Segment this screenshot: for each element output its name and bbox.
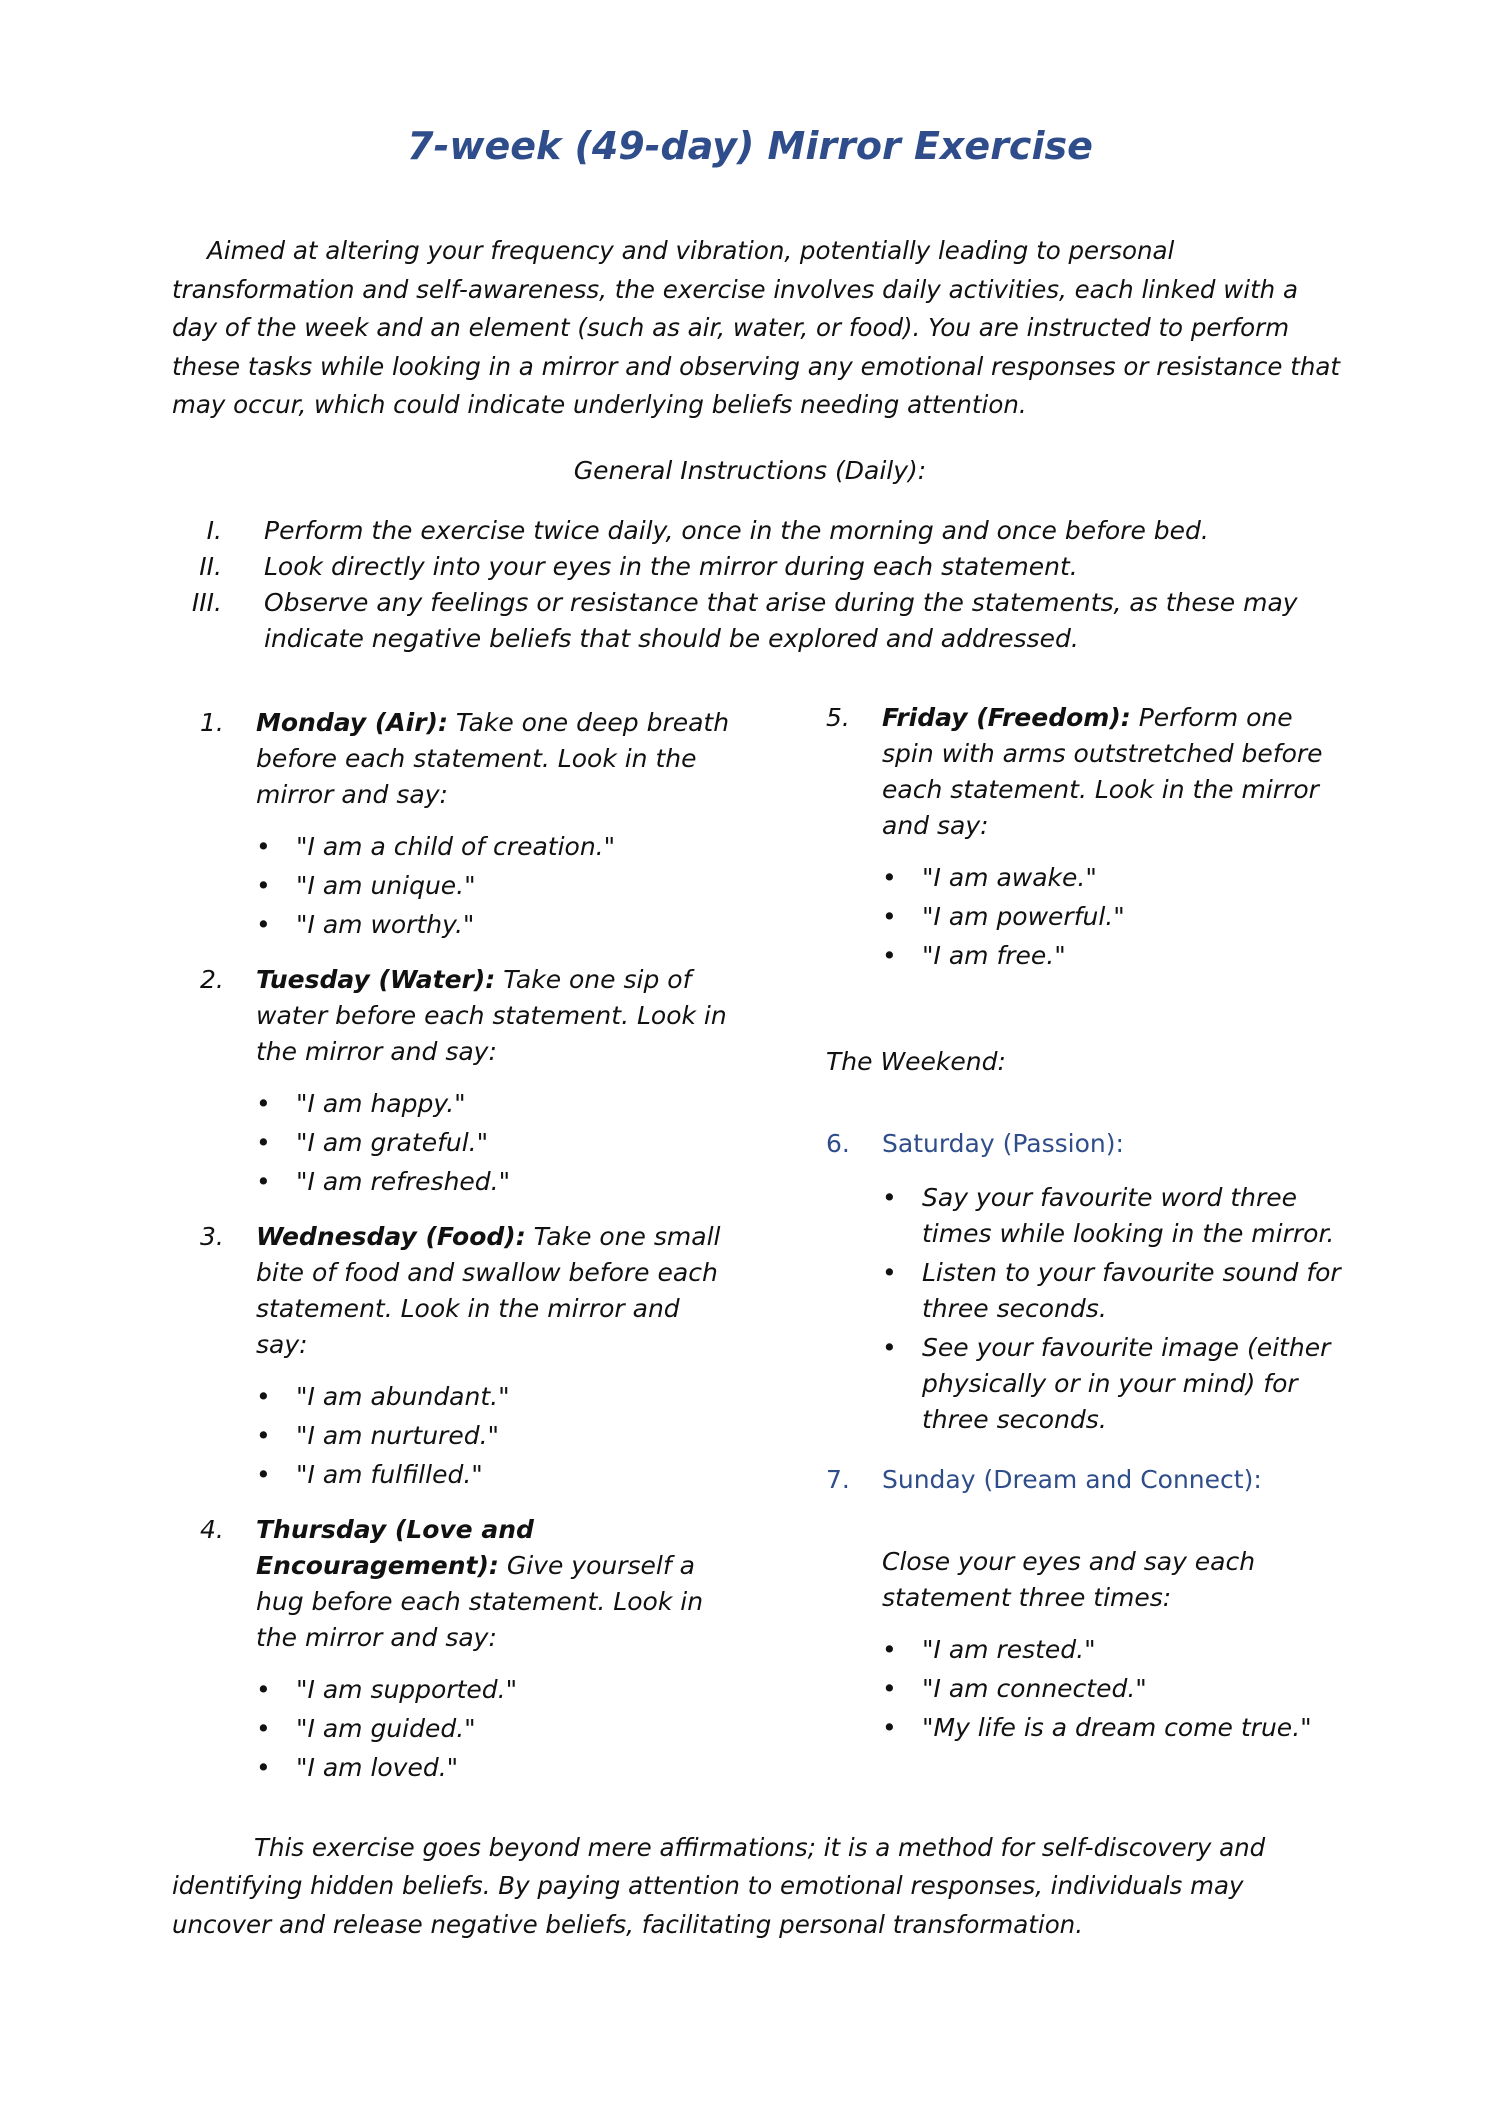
closing-paragraph: This exercise goes beyond mere affirmations; it is a method for self-discovery and identifying hidden beliefs. By paying attention to emotional responses, individuals may uncover and release negative beliefs, facilitating personal transformation.	[172, 1833, 1266, 1939]
list-item	[172, 549, 1352, 585]
list-item-text: Observe any feelings or resistance that arise during the statements, as these may indicate negative beliefs that should be explored and addressed.	[264, 588, 1298, 653]
day-label: Sunday (Dream and Connect):	[882, 1465, 1262, 1494]
day-label: Friday (Freedom):	[882, 703, 1131, 732]
list-item: • "I am awake."	[882, 860, 1346, 896]
list-item: • "I am grateful."	[256, 1125, 730, 1161]
list-item: • "I am refreshed."	[256, 1164, 730, 1200]
list-item: • "I am abundant."	[256, 1379, 730, 1415]
day-number: 1.	[200, 708, 224, 737]
affirmation-list	[882, 860, 1346, 974]
list-item: • Say your favourite word three times while looking in the mirror.	[882, 1180, 1346, 1252]
day-number: 4.	[200, 1515, 224, 1544]
left-column	[200, 700, 730, 1789]
list-item: • "I am nurtured."	[256, 1418, 730, 1454]
list-item: • "My life is a dream come true."	[882, 1710, 1346, 1746]
day-description: Monday (Air): Take one deep breath before each statement. Look in the mirror and say:	[256, 708, 730, 809]
list-item	[172, 513, 1352, 549]
day-number: 7.	[826, 1465, 850, 1494]
list-item: • "I am free."	[882, 938, 1346, 974]
day-label: Monday (Air):	[256, 708, 448, 737]
day-description: Close your eyes and say each statement three times:	[882, 1547, 1256, 1612]
day-tuesday	[200, 962, 730, 1200]
day-sunday	[826, 1462, 1346, 1746]
day-number: 5.	[826, 703, 850, 732]
day-description: Wednesday (Food): Take one small bite of food and swallow before each statement. Look in the mirror and say:	[256, 1222, 721, 1359]
list-item-text: Perform the exercise twice daily, once in the morning and once before bed.	[264, 516, 1209, 545]
list-item: • "I am supported."	[256, 1672, 730, 1708]
affirmation-list	[882, 1632, 1346, 1746]
list-item: • "I am powerful."	[882, 899, 1346, 935]
affirmation-list	[256, 1672, 730, 1786]
right-column	[826, 700, 1346, 1749]
list-item: • See your favourite image (either physically or in your mind) for three seconds.	[882, 1330, 1346, 1438]
day-label: Thursday (Love and Encouragement):	[256, 1515, 534, 1580]
day-description: Thursday (Love and Encouragement): Give yourself a hug before each statement. Look in the mirror and say:	[256, 1515, 704, 1652]
page-title: 7-week (49-day) Mirror Exercise	[407, 124, 1093, 168]
activity-list	[882, 1180, 1346, 1438]
list-item: • "I am worthy."	[256, 907, 730, 943]
list-item-text: Look directly into your eyes in the mirror during each statement.	[264, 552, 1078, 581]
day-number: 6.	[826, 1129, 850, 1158]
day-number: 2.	[200, 965, 224, 994]
list-item: • "I am unique."	[256, 868, 730, 904]
day-friday	[826, 700, 1346, 974]
day-label: Wednesday (Food):	[256, 1222, 526, 1251]
affirmation-list	[256, 829, 730, 943]
list-item: • "I am fulfilled."	[256, 1457, 730, 1493]
day-description: Friday (Freedom): Perform one spin with arms outstretched before each statement. Look in the mirror and say:	[882, 703, 1323, 840]
day-monday	[200, 705, 730, 943]
list-item-number: I.	[206, 516, 222, 545]
day-label: Tuesday (Water):	[256, 965, 496, 994]
list-item: • "I am happy."	[256, 1086, 730, 1122]
day-saturday	[826, 1126, 1346, 1438]
day-wednesday	[200, 1219, 730, 1493]
affirmation-list	[256, 1379, 730, 1493]
list-item: • Listen to your favourite sound for three seconds.	[882, 1255, 1346, 1327]
list-item-number: II.	[199, 552, 222, 581]
list-item: • "I am loved."	[256, 1750, 730, 1786]
list-item	[172, 585, 1352, 657]
day-number: 3.	[200, 1222, 224, 1251]
weekend-heading: The Weekend:	[826, 1047, 1006, 1076]
general-instructions-title: General Instructions (Daily):	[573, 456, 927, 485]
list-item: • "I am rested."	[882, 1632, 1346, 1668]
day-label: Saturday (Passion):	[882, 1129, 1124, 1158]
list-item: • "I am guided."	[256, 1711, 730, 1747]
general-instructions-list	[172, 513, 1352, 657]
list-item: • "I am a child of creation."	[256, 829, 730, 865]
affirmation-list	[256, 1086, 730, 1200]
intro-paragraph: Aimed at altering your frequency and vibration, potentially leading to personal transformation and self-awareness, the exercise involves daily activities, each linked with a day of the week and an element (such as air, water, or food). You are instructed to perform these tasks while looking in a mirror and observing any emotional responses or resistance that may occur, which could indicate underlying beliefs needing attention.	[172, 236, 1340, 420]
list-item: • "I am connected."	[882, 1671, 1346, 1707]
day-thursday	[200, 1512, 730, 1786]
day-description: Tuesday (Water): Take one sip of water before each statement. Look in the mirror and say:	[256, 965, 727, 1066]
list-item-number: III.	[191, 588, 222, 617]
